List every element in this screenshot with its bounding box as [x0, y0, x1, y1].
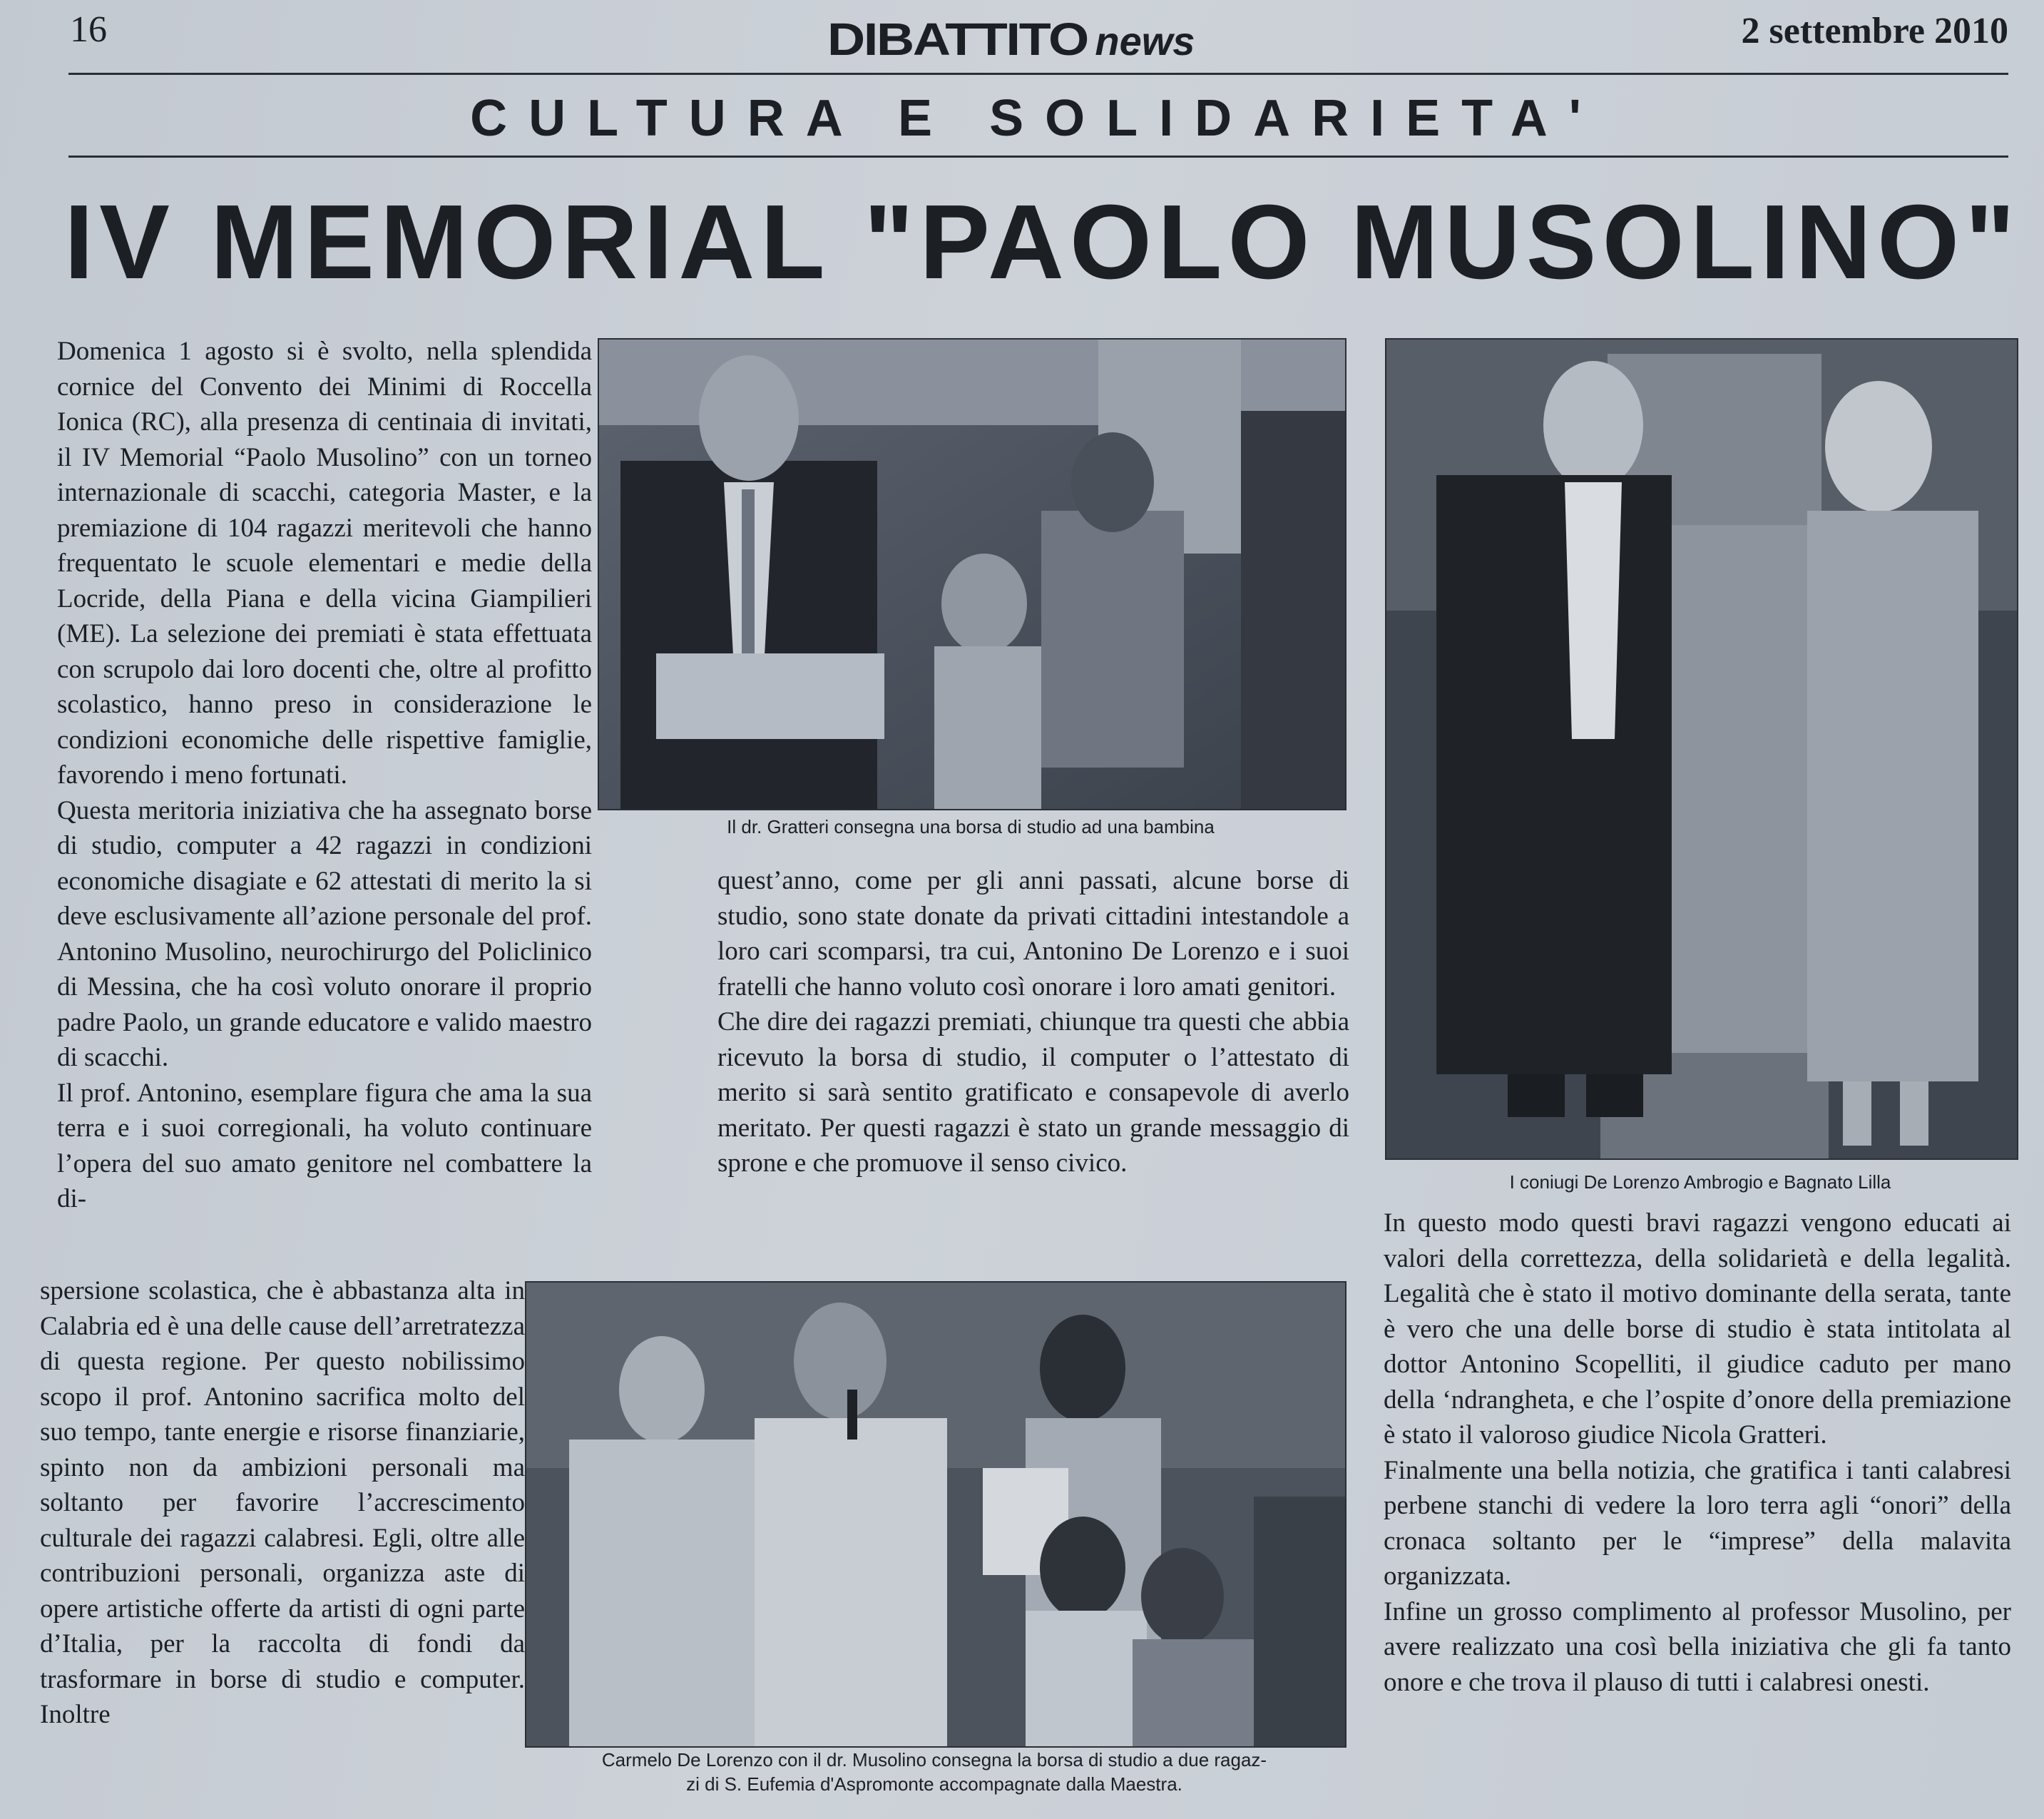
photo-gratteri-award-image [599, 340, 1345, 809]
photo-award-group [525, 1281, 1347, 1748]
paragraph: spersione scolastica, che è abbastanza alta in Calabria ed è una delle cause dell’arretratezza di questa regione. Per questo nobilissimo scopo il prof. Antonino sacrifica molto del suo tempo, tante energie e risorse finanziarie, spinto non da ambizioni personali ma soltanto per favorire l’accrescimento culturale dei ragazzi calabresi. Egli, oltre alle contribuzioni personali, organizza aste di opere artistiche offerte da artisti di ogni parte d’Italia, per la raccolta di fondi da trasformare in borse di studio e computer. Inoltre [40, 1276, 525, 1729]
paragraph: Il prof. Antonino, esemplare figura che ama la sua terra e i suoi corregionali, ha voluto continuare l’opera del suo amato genitore nel combattere la di- [57, 1078, 592, 1213]
issue-date: 2 settembre 2010 [1741, 11, 2008, 51]
section-rule [68, 156, 2008, 158]
masthead [827, 13, 1195, 66]
newspaper-logo-sub: news [1095, 19, 1195, 63]
newspaper-logo: DIBATTITO [827, 14, 1088, 65]
photo-caption-bottom-line-1: Carmelo De Lorenzo con il dr. Musolino consegna la borsa di studio a due ragaz- [601, 1749, 1267, 1770]
photo-caption-bottom [513, 1748, 1355, 1796]
paragraph: quest’anno, come per gli anni passati, alcune borse di studio, sono state donate da privati cittadini intestandole a loro cari scomparsi, tra cui, Antonino De Lorenzo e i suoi fratelli che hanno voluto così onorare i loro amati genitori. [717, 866, 1349, 1002]
paragraph: Che dire dei ragazzi premiati, chiunque tra questi che abbia ricevuto la borsa di studio, il computer o l’attestato di merito si sarà sentito gratificato e consapevole di averlo meritato. Per questi ragazzi è stato un grande messaggio di sprone e che promuove il senso civico. [717, 1007, 1349, 1178]
section-title: CULTURA E SOLIDARIETA' [470, 90, 1603, 147]
photo-caption-top: Il dr. Gratteri consegna una borsa di studio ad una bambina [727, 816, 1215, 837]
article-column-3 [1384, 1206, 2011, 1700]
photo-gratteri-award [598, 338, 1347, 810]
photo-award-group-image [526, 1283, 1345, 1746]
article-headline: IV MEMORIAL "PAOLO MUSOLINO" [64, 183, 2021, 301]
paragraph: In questo modo questi bravi ragazzi vengono educati ai valori della correttezza, della solidarietà e della legalità. Legalità che è stato il motivo dominante della serata, tante è vero che una delle borse di studio è stata intitolata al dottor Antonino Scopelliti, il giudice caduto per mano della ‘ndrangheta, e che l’ospite d’onore della premiazione è stato il valoroso giudice Nicola Gratteri. [1384, 1208, 2011, 1449]
article-column-1 [57, 334, 592, 1217]
paragraph: Finalmente una bella notizia, che gratifica i tanti calabresi perbene stanchi di vedere la loro terra agli “onori” della cronaca soltanto per le “imprese” della malavita organizzata. [1384, 1455, 2011, 1591]
article-column-1-continued [40, 1273, 525, 1733]
article-column-2 [717, 863, 1349, 1181]
photo-caption-bottom-line-2: zi di S. Eufemia d'Aspromonte accompagnate dalla Maestra. [686, 1773, 1182, 1795]
photo-caption-right: I coniugi De Lorenzo Ambrogio e Bagnato Lilla [1509, 1171, 1891, 1193]
paragraph: Questa meritoria iniziativa che ha assegnato borse di studio, computer a 42 ragazzi in condizioni economiche disagiate e 62 attestati di merito la si deve esclusivamente all’azione personale del prof. Antonino Musolino, neurochirurgo del Policlinico di Messina, che ha così voluto onorare il proprio padre Paolo, un grande educatore e valido maestro di scacchi. [57, 795, 592, 1072]
page-number: 16 [70, 9, 107, 50]
paragraph: Domenica 1 agosto si è svolto, nella splendida cornice del Convento dei Minimi di Roccella Ionica (RC), alla presenza di centinaia di invitati, il IV Memorial “Paolo Musolino” con un torneo internazionale di scacchi, categoria Master, e la premiazione di 104 ragazzi meritevoli che hanno frequentato le scuole elementari e medie della Locride, della Piana e della vicina Giampilieri (ME). La selezione dei premiati è stata effettuata con scrupolo dai loro docenti che, oltre al profitto scolastico, hanno preso in considerazione le condizioni economiche delle rispettive famiglie, favorendo i meno fortunati. [57, 337, 592, 790]
photo-couple-image [1386, 340, 2017, 1158]
photo-couple [1385, 338, 2018, 1160]
header-rule [68, 73, 2008, 75]
paragraph: Infine un grosso complimento al professor Musolino, per avere realizzato una così bella iniziativa che gli fa tanto onore e che trova il plauso di tutti i calabresi onesti. [1384, 1596, 2011, 1697]
